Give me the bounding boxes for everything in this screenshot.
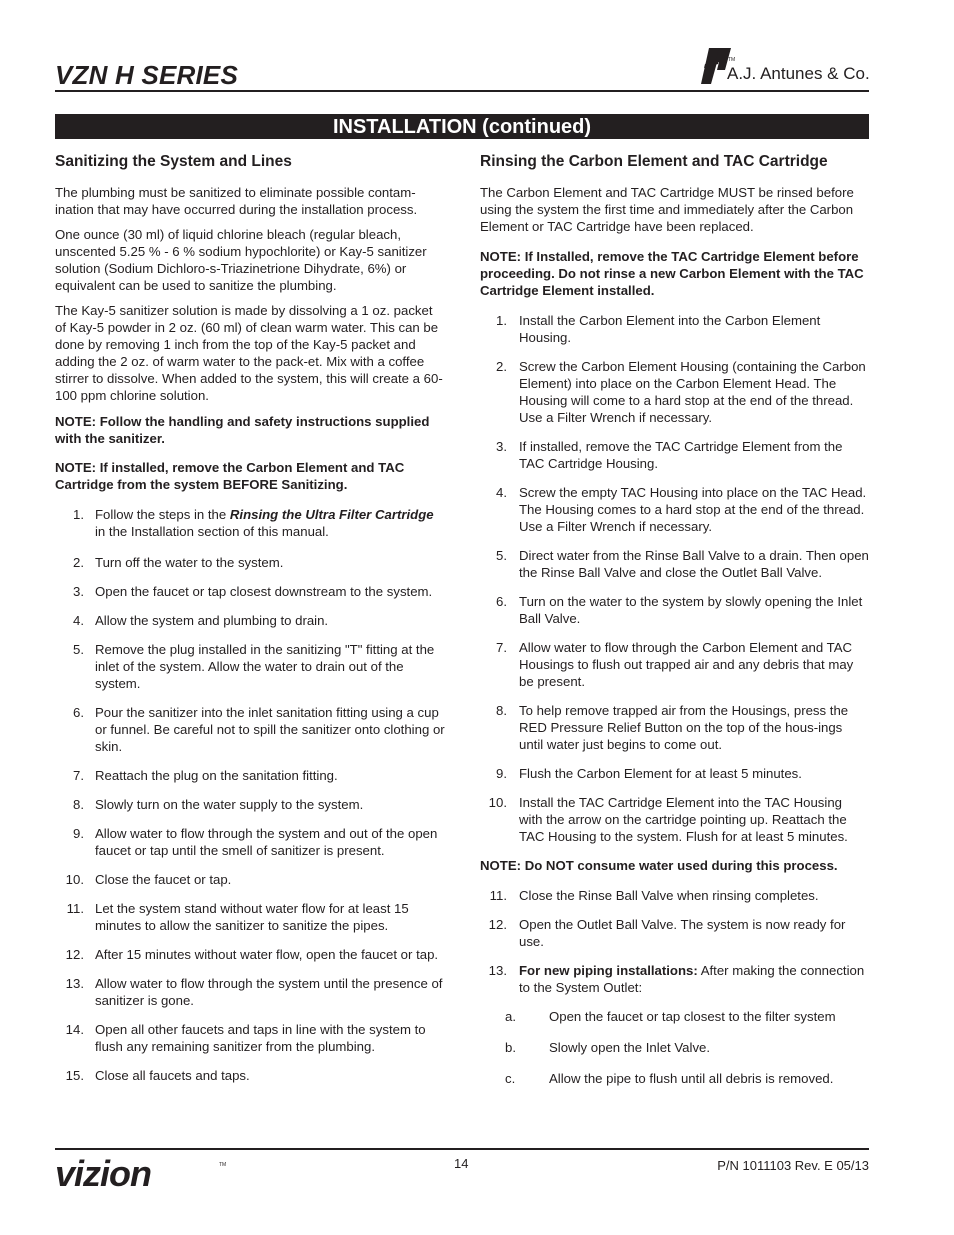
paragraph: The Carbon Element and TAC Cartridge MUST be rinsed before using the system the first time and immediately after the Carbon Element or TAC Cartridge have been replaced.	[480, 185, 854, 234]
list-item	[480, 639, 869, 690]
step-text: Let the system stand without water flow for at least 15 minutes to allow the sanitizer to sanitize the pipes.	[95, 901, 409, 933]
step-number: 7.	[496, 640, 507, 655]
list-item	[55, 767, 447, 784]
step-number: 11.	[66, 901, 84, 916]
part-number: P/N 1011103 Rev. E 05/13	[717, 1158, 869, 1173]
step-text: After making the connection to the System Outlet:	[519, 963, 865, 995]
step-number: 2.	[496, 359, 507, 374]
list-item	[480, 916, 869, 950]
rinsing-steps	[480, 312, 869, 845]
step-text: Allow the system and plumbing to drain.	[95, 613, 329, 628]
right-heading: Rinsing the Carbon Element and TAC Cartridge	[480, 153, 828, 170]
list-item	[480, 593, 869, 627]
list-item	[55, 1021, 447, 1055]
list-item	[480, 1039, 869, 1056]
list-item	[480, 438, 869, 472]
left-column	[55, 152, 447, 1096]
step-text: Flush the Carbon Element for at least 5 minutes.	[519, 766, 802, 781]
step-text: Install the Carbon Element into the Carbon Element Housing.	[519, 313, 821, 345]
rinsing-steps-continued	[480, 887, 869, 996]
paragraph: One ounce (30 ml) of liquid chlorine bleach (regular bleach, unscented 5.25 % - 6 % sodium hypochlorite) or Kay-5 sanitizer solution (Sodium Dichloro-s-Triazinetrione Dihydrate, 6%) or equivalent can be used to sanitize the plumbing.	[55, 227, 427, 293]
list-item	[55, 554, 447, 571]
step-number: 15.	[65, 1068, 84, 1083]
list-item	[480, 312, 869, 346]
step-text: Pour the sanitizer into the inlet sanitation fitting using a cup or funnel. Be careful not to spill the sanitizer onto clothing or skin.	[95, 705, 445, 754]
note: NOTE: Do NOT consume water used during this process.	[480, 858, 838, 873]
substep-text: Allow the pipe to flush until all debris is removed.	[549, 1071, 834, 1086]
list-item	[55, 871, 447, 888]
list-item	[55, 825, 447, 859]
vizion-trademark: TM	[219, 1162, 227, 1168]
list-item	[55, 900, 447, 934]
substep-letter: a.	[505, 1009, 516, 1024]
list-item	[480, 887, 869, 904]
list-item	[55, 612, 447, 629]
step-number: 3.	[73, 584, 84, 599]
step-number: 10.	[488, 795, 507, 810]
step-text: in the Installation section of this manual.	[95, 524, 329, 539]
step-number: 5.	[496, 548, 507, 563]
step-number: 14.	[65, 1022, 84, 1037]
left-heading: Sanitizing the System and Lines	[55, 153, 292, 170]
paragraph: The plumbing must be sanitized to eliminate possible contam-ination that may have occurred during the installation process.	[55, 185, 418, 217]
header-rule	[55, 90, 869, 92]
step-text: Allow water to flow through the Carbon Element and TAC Housings to flush out trapped air and any debris that may be present.	[519, 640, 854, 689]
step-text: Direct water from the Rinse Ball Valve to a drain. Then open the Rinse Ball Valve and close the Outlet Ball Valve.	[519, 548, 869, 580]
step-number: 6.	[496, 594, 507, 609]
substep-text: Slowly open the Inlet Valve.	[549, 1040, 711, 1055]
list-item	[480, 702, 869, 753]
sanitizing-steps	[55, 506, 447, 1084]
footer-rule	[55, 1148, 869, 1150]
step-text: Remove the plug installed in the sanitizing "T" fitting at the inlet of the system. Allow the water to drain out of the system.	[95, 642, 435, 691]
step-text: Turn off the water to the system.	[95, 555, 284, 570]
list-item	[55, 583, 447, 600]
step-text: Follow the steps in the	[95, 507, 230, 522]
step-number: 9.	[73, 826, 84, 841]
step-text: Screw the empty TAC Housing into place on the TAC Head. The Housing comes to a hard stop at the end of the thread. Use a Filter Wrench if necessary.	[519, 485, 867, 534]
step-number: 5.	[73, 642, 84, 657]
new-piping-substeps	[480, 1008, 869, 1087]
step-number: 9.	[496, 766, 507, 781]
step-number: 3.	[496, 439, 507, 454]
step-text: Allow water to flow through the system until the presence of sanitizer is gone.	[95, 976, 443, 1008]
step-number: 6.	[73, 705, 84, 720]
list-item	[480, 1070, 869, 1087]
brand-text: A.J. Antunes & Co.	[727, 64, 870, 83]
substep-letter: b.	[505, 1040, 516, 1055]
list-item	[55, 1067, 447, 1084]
step-text: Slowly turn on the water supply to the system.	[95, 797, 364, 812]
step-number: 1.	[496, 313, 507, 328]
step-text: Screw the Carbon Element Housing (containing the Carbon Element) into place on the Carbon Element Head. The Housing will come to a hard stop at the end of the thread. Use a Filter Wrench if necessary.	[519, 359, 866, 425]
step-number: 7.	[73, 768, 84, 783]
list-item	[55, 641, 447, 692]
list-item	[55, 506, 447, 540]
step-text: To help remove trapped air from the Housings, press the RED Pressure Relief Button on the top of the hous-ings until water just begins to come out.	[519, 703, 849, 752]
list-item	[55, 975, 447, 1009]
substep-text: Open the faucet or tap closest to the filter system	[549, 1009, 836, 1024]
page-number: 14	[454, 1156, 469, 1171]
list-item	[55, 946, 447, 963]
step-number: 4.	[496, 485, 507, 500]
step-text: If installed, remove the TAC Cartridge Element from the TAC Cartridge Housing.	[519, 439, 843, 471]
step-number: 12.	[488, 917, 507, 932]
step-number: 2.	[73, 555, 84, 570]
list-item	[480, 547, 869, 581]
paragraph: The Kay-5 sanitizer solution is made by dissolving a 1 oz. packet of Kay-5 powder in 2 oz. (60 ml) of clean warm water. This can be done by removing 1 inch from the top of the Kay-5 packet and adding the 2 oz. of warm water to the pack-et. Mix with a coffee stirrer to dissolve. When added to the system, this will create a 60-100 ppm chlorine solution.	[55, 303, 443, 403]
substep-letter: c.	[505, 1071, 516, 1086]
step-text: After 15 minutes without water flow, open the faucet or tap.	[95, 947, 439, 962]
vizion-logo-text: vizion	[55, 1158, 152, 1192]
step-number: 12.	[65, 947, 84, 962]
step-emphasis: Rinsing the Ultra Filter Cartridge	[229, 507, 434, 522]
step-text: Install the TAC Cartridge Element into the TAC Housing with the arrow on the cartridge pointing up. Reattach the TAC Housing to the system. Flush for at least 5 minutes.	[519, 795, 848, 844]
step-lead: For new piping installations:	[519, 963, 698, 978]
step-text: Open all other faucets and taps in line with the system to flush any remaining sanitizer from the plumbing.	[95, 1022, 426, 1054]
list-item	[480, 358, 869, 426]
step-number: 8.	[496, 703, 507, 718]
list-item	[55, 704, 447, 755]
section-title: INSTALLATION (continued)	[55, 114, 869, 139]
step-text: Close all faucets and taps.	[95, 1068, 250, 1083]
step-text: Allow water to flow through the system and out of the open faucet or tap until the smell of sanitizer is present.	[95, 826, 438, 858]
right-column	[480, 152, 869, 1101]
step-text: Close the faucet or tap.	[95, 872, 232, 887]
note: NOTE: If installed, remove the Carbon Element and TAC Cartridge from the system BEFORE Sanitizing.	[55, 460, 405, 492]
step-text: Open the Outlet Ball Valve. The system is now ready for use.	[519, 917, 846, 949]
list-item	[480, 1008, 869, 1025]
brand-trademark: TM	[728, 57, 736, 63]
step-text: Close the Rinse Ball Valve when rinsing completes.	[519, 888, 819, 903]
step-number: 8.	[73, 797, 84, 812]
aj-antunes-logo	[699, 46, 869, 90]
step-number: 10.	[65, 872, 84, 887]
step-number: 1.	[73, 507, 84, 522]
series-title: VZN H SERIES	[55, 60, 238, 90]
note: NOTE: Follow the handling and safety instructions supplied with the sanitizer.	[55, 414, 430, 446]
list-item	[480, 765, 869, 782]
step-text: Turn on the water to the system by slowly opening the Inlet Ball Valve.	[519, 594, 863, 626]
step-text: Open the faucet or tap closest downstream to the system.	[95, 584, 433, 599]
step-number: 11.	[489, 888, 507, 903]
list-item	[55, 796, 447, 813]
list-item	[480, 484, 869, 535]
vizion-logo-icon	[55, 1158, 230, 1192]
list-item	[480, 962, 869, 996]
vizion-logo	[55, 1158, 230, 1197]
note: NOTE: If Installed, remove the TAC Cartridge Element before proceeding. Do not rinse a new Carbon Element with the TAC Cartridge Element installed.	[480, 249, 864, 298]
step-number: 13.	[488, 963, 507, 978]
list-item	[480, 794, 869, 845]
step-text: Reattach the plug on the sanitation fitting.	[95, 768, 338, 783]
step-number: 13.	[65, 976, 84, 991]
step-number: 4.	[73, 613, 84, 628]
